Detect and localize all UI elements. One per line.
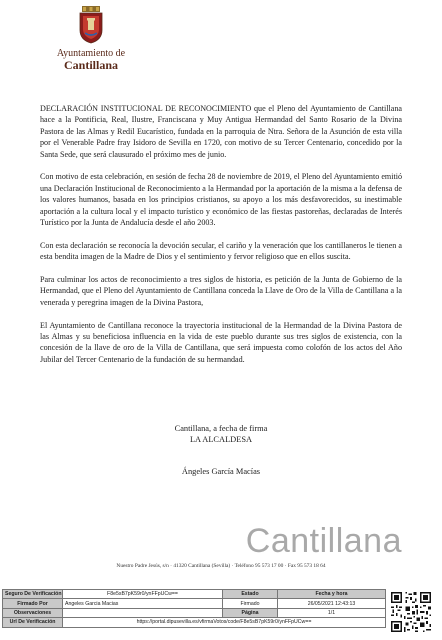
coat-of-arms-icon — [77, 6, 105, 44]
state-value: Firmado — [223, 599, 278, 608]
paragraph-5: El Ayuntamiento de Cantillana reconoce la trayectoria institucional de la Hermandad de la Divina Pastora de las Almas y su beneficiosa influencia en la vida de este pueblo durante sus tres siglos de existencia, con la concesión de la llave de oro de la Villa de Cantillana, que será impuesta como colofón de los actos del Año Jubilar del Tercer Centenario de la fundación de su hermandad. — [40, 320, 402, 364]
verification-url[interactable]: https://portal.dipusevilla.es/vfirmaVotos/code/F8e5sB7pK59r0/ynFFpUCw== — [63, 618, 386, 627]
logo-line-cantillana: Cantillana — [63, 58, 118, 72]
footer-brand: Cantillana — [245, 522, 402, 560]
datetime-label: Fecha y hora — [278, 590, 386, 599]
code-value: F8e5sB7pK59r0/ynFFpUCw== — [63, 590, 223, 599]
qr-code-icon[interactable] — [391, 592, 431, 632]
signature-place-date: Cantillana, a fecha de firma — [174, 424, 268, 433]
code-label: Seguro De Verificación — [3, 590, 63, 599]
datetime-value: 26/05/2021 12:43:13 — [278, 599, 386, 608]
signed-by-label: Firmado Por — [3, 599, 63, 608]
state-label: Estado — [223, 590, 278, 599]
page-value: 1/1 — [278, 608, 386, 617]
signed-by-value: Angeles Garcia Macias — [63, 599, 223, 608]
logo-line-ayuntamiento: Ayuntamiento de — [56, 48, 126, 59]
verification-row-observations — [3, 608, 386, 617]
paragraph-4: Para culminar los actos de reconocimiento a tres siglos de historia, es petición de la Junta de Gobierno de la Hermandad, que el Pleno del Ayuntamiento de Cantillana conceda la Llave de Oro de la Villa de Cantillana a la venerada y peregrina imagen de la Divina Pastora, — [40, 275, 402, 307]
verification-row-signer — [3, 599, 386, 608]
verification-row-url — [3, 618, 386, 627]
footer-address: Nuestro Padre Jesús, s/n · 41320 Cantillana (Sevilla) · Teléfono 95 573 17 00 · Fax 95 573 18 64 — [116, 563, 326, 569]
paragraph-2: Con motivo de esta celebración, en sesión de fecha 28 de noviembre de 2019, el Pleno del Ayuntamiento emitió una Declaración Institucional de Reconocimiento a la Hermandad por la aportación de la misma a la defensa de los valores humanos, basada en los principios cristianos, su apoyo a los más desfavorecidos, su inestimable aportación a la cultura local y el impacto turístico y económico de las fiestas pastoreñas, declaradas de Interés Turístico por la Junta de Andalucía desde el año 2003. — [40, 172, 402, 228]
url-label: Url De Verificación — [3, 618, 63, 627]
declaration-body — [40, 103, 402, 377]
page-label: Página — [223, 608, 278, 617]
municipality-logo — [40, 48, 142, 72]
verification-row-code — [3, 590, 386, 599]
observations-label: Observaciones — [3, 608, 63, 617]
signature-role: LA ALCALDESA — [189, 435, 253, 444]
paragraph-3: Con esta declaración se reconocía la devoción secular, el cariño y la veneración que los cantillaneros le tienen a esta bendita imagen de la Madre de Dios y el sentimiento y fervor religioso que en ellos suscita. — [40, 240, 402, 262]
paragraph-1: DECLARACIÓN INSTITUCIONAL DE RECONOCIMIENTO que el Pleno del Ayuntamiento de Cantillana hace a la Pontificia, Real, Ilustre, Franciscana y Muy Antigua Hermandad del Santo Rosario de la Divina Pastora de las Almas y Redil Eucarístico, fundada en la parroquia de Ntra. Señora de la Asunción de esta villa por el Venerable Padre fray Isidoro de Sevilla en 1720, con motivo de su Tercer Centenario, concedido por la Santa Sede, que será clausurado el próximo mes de junio. — [40, 104, 402, 159]
signature-name: Ángeles García Macías — [181, 467, 261, 476]
observations-value — [63, 608, 223, 617]
verification-table — [2, 589, 386, 628]
